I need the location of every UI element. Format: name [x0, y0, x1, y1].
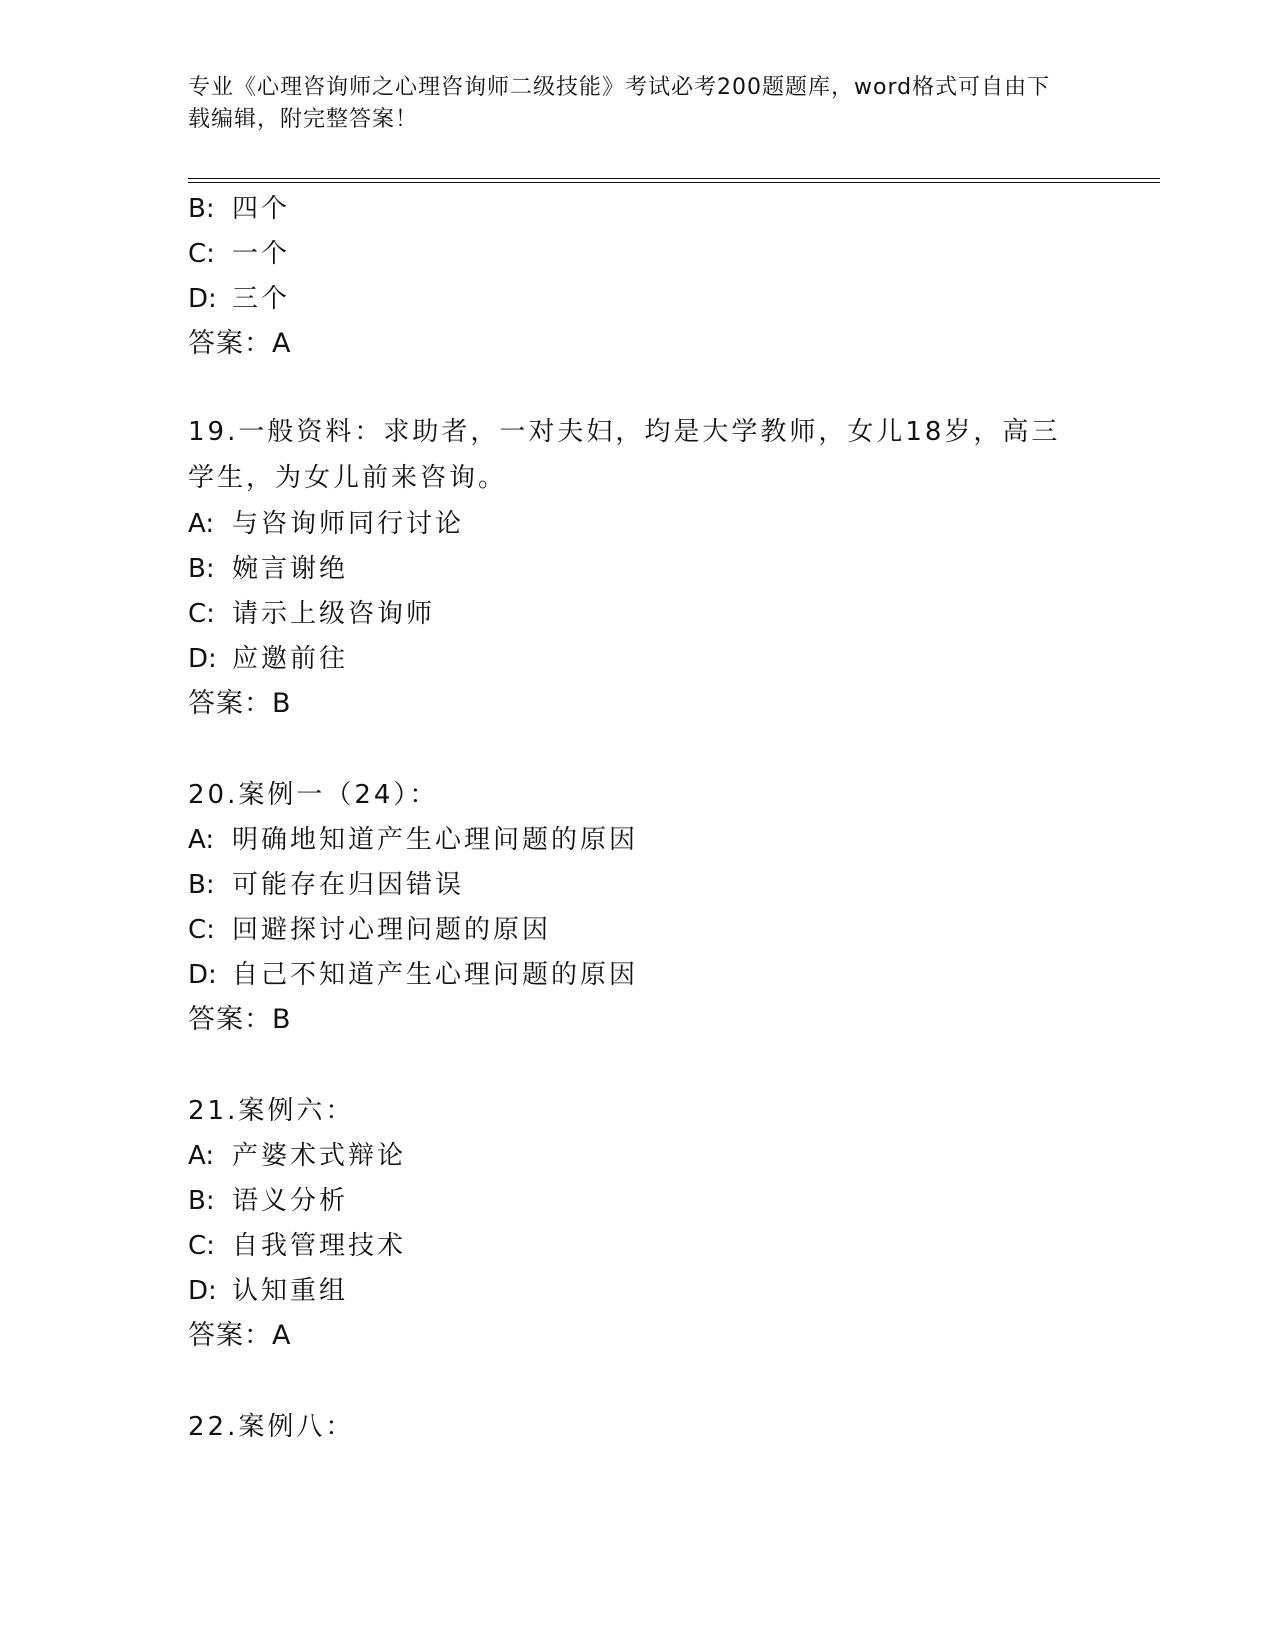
option-c: C: 自我管理技术 [188, 1231, 407, 1261]
option-c: C: 回避探讨心理问题的原因 [188, 915, 552, 945]
header-rule-top [188, 178, 1160, 179]
question-stem: 20.案例一（24）： [188, 780, 439, 810]
question-stem: 22.案例八： [188, 1412, 355, 1442]
option-b: B: 可能存在归因错误 [188, 870, 465, 900]
option-a: A: 与咨询师同行讨论 [188, 509, 465, 539]
question-stem: 21.案例六： [188, 1096, 355, 1126]
document-header: 专业《心理咨询师之心理咨询师二级技能》考试必考200题题库，word格式可自由下载编辑，附完整答案！ [188, 75, 1051, 132]
option-a: A: 明确地知道产生心理问题的原因 [188, 825, 639, 855]
answer: 答案：A [188, 1320, 292, 1351]
answer: 答案：B [188, 688, 292, 719]
option-d: D: 三个 [188, 284, 291, 314]
option-d: D: 自己不知道产生心理问题的原因 [188, 960, 639, 990]
option-b: B: 语义分析 [188, 1186, 349, 1216]
option-d: D: 认知重组 [188, 1276, 349, 1306]
option-b: B: 四个 [188, 194, 291, 224]
header-rule-bottom [188, 182, 1160, 183]
answer: 答案：B [188, 1004, 292, 1035]
option-c: C: 请示上级咨询师 [188, 599, 436, 629]
question-stem: 19.一般资料：求助者，一对夫妇，均是大学教师，女儿18岁，高三学生，为女儿前来咨询。 [188, 417, 1061, 493]
option-a: A: 产婆术式辩论 [188, 1141, 407, 1171]
option-b: B: 婉言谢绝 [188, 554, 349, 584]
answer: 答案：A [188, 328, 292, 359]
option-d: D: 应邀前往 [188, 644, 349, 674]
option-c: C: 一个 [188, 239, 291, 269]
